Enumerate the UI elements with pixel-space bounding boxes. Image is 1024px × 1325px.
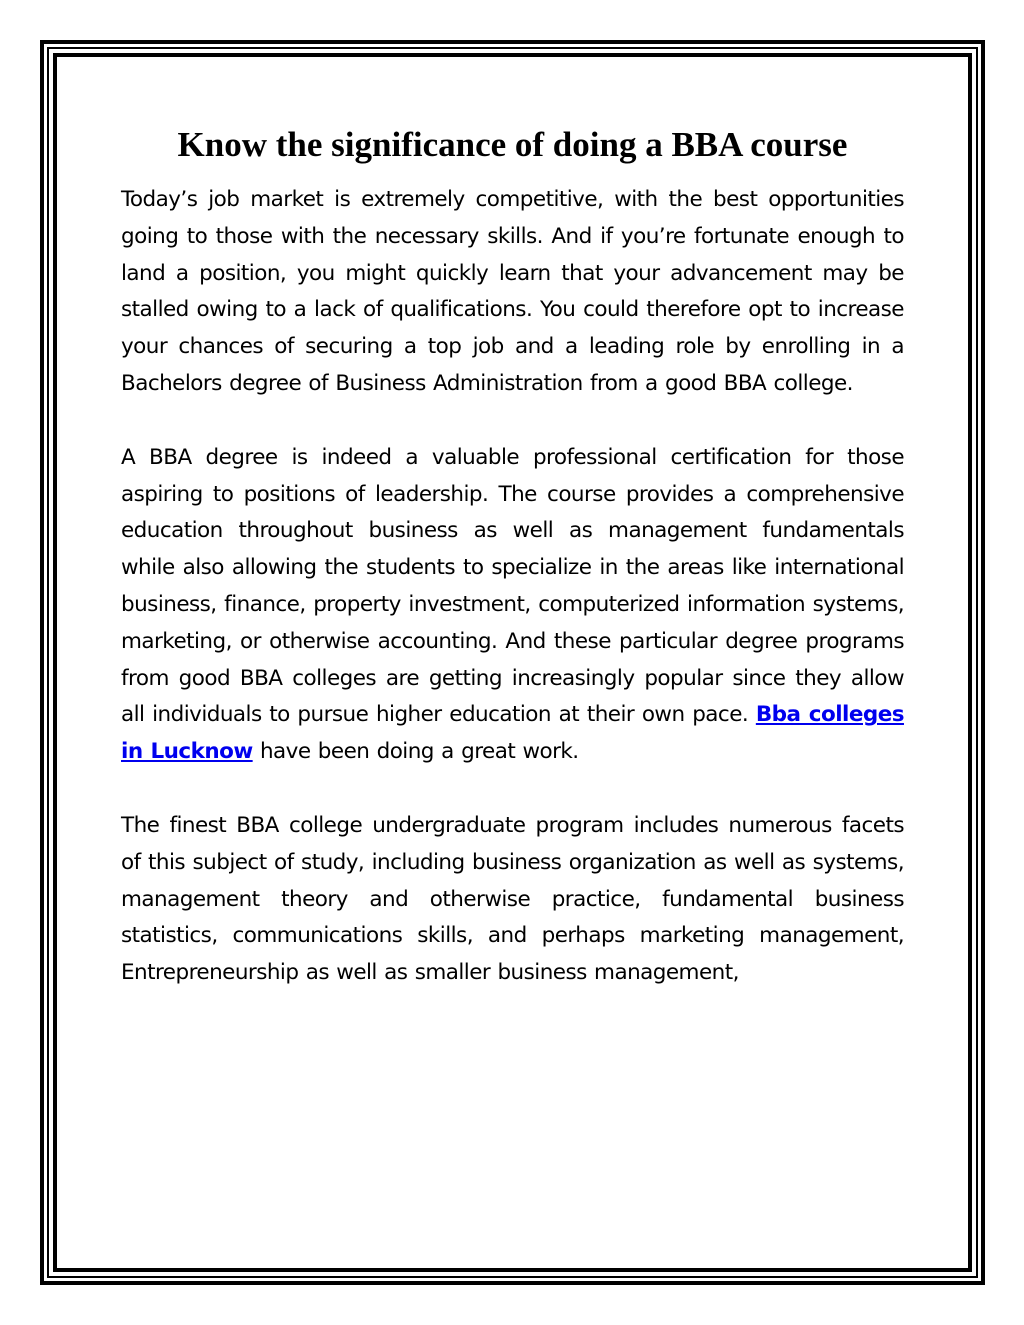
paragraph-program: The finest BBA college undergraduate program includes numerous facets of this subject of study, including business organization as well as systems, management theory and otherwise practice, fundamental business statistics, communications skills, and perhaps marketing management, Entrepreneurship as well as smaller business management, [121,812,904,986]
paragraph-text: A BBA degree is indeed a valuable professional certification for those aspiring to positions of leadership. The course provides a comprehensive education throughout business as well as management fundamentals while also allowing the students to specialize in the areas like international business, finance, property investment, computerized information systems, marketing, or otherwise accounting. And these particular degree programs from good BBA colleges are getting increasingly popular since they allow all individuals to pursue higher education at their own pace. [121,444,904,728]
paragraph-bba-degree [121,440,904,771]
paragraph-intro: Today’s job market is extremely competitive, with the best opportunities going to those with the necessary skills. And if you’re fortunate enough to land a position, you might quickly learn that your advancement may be stalled owing to a lack of qualifications. You could therefore opt to increase your chances of securing a top job and a leading role by enrolling in a Bachelors degree of Business Administration from a good BBA college. [121,187,904,396]
bba-colleges-lucknow-link[interactable]: Bba colleges in Lucknow [121,702,904,765]
document-body [121,122,904,1029]
paragraph-text: have been doing a great work. [259,739,579,765]
page-title: Know the significance of doing a BBA course [177,125,848,164]
